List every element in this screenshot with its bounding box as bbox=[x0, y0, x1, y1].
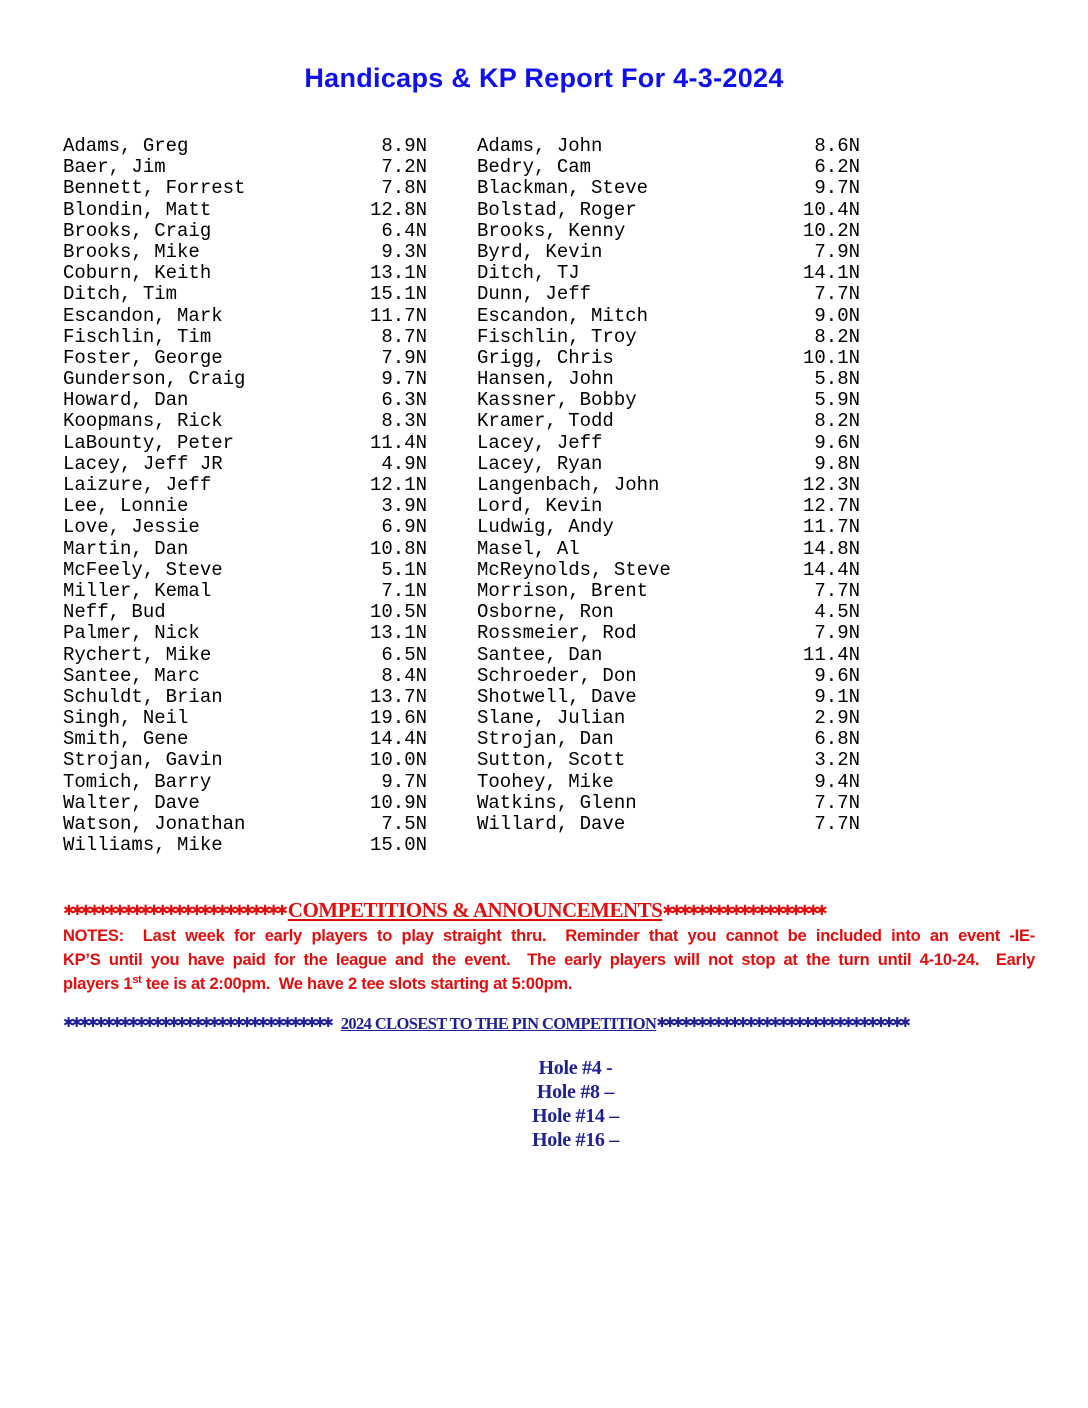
handicap-value: 15.1N bbox=[369, 283, 427, 306]
handicap-value: 7.7N bbox=[814, 579, 860, 602]
handicap-value: 13.7N bbox=[369, 685, 427, 708]
player-name: Shotwell, Dave bbox=[477, 685, 637, 708]
handicap-value: 7.2N bbox=[381, 156, 427, 179]
handicap-value: 11.4N bbox=[369, 431, 427, 454]
player-name: Escandon, Mark bbox=[63, 304, 223, 327]
player-name: Singh, Neil bbox=[63, 707, 189, 730]
handicap-value: 6.5N bbox=[381, 643, 427, 666]
player-name: Bolstad, Roger bbox=[477, 198, 637, 221]
player-name: Miller, Kemal bbox=[63, 579, 212, 602]
roster-row bbox=[477, 369, 860, 390]
roster-row bbox=[63, 687, 427, 708]
roster-row bbox=[63, 369, 427, 390]
roster-row bbox=[477, 221, 860, 242]
roster-row bbox=[477, 687, 860, 708]
handicap-value: 10.4N bbox=[802, 198, 860, 221]
player-name: Watkins, Glenn bbox=[477, 791, 637, 814]
roster-row bbox=[477, 475, 860, 496]
handicap-value: 12.8N bbox=[369, 198, 427, 221]
roster-row bbox=[63, 242, 427, 263]
roster-row bbox=[63, 708, 427, 729]
handicap-value: 8.6N bbox=[814, 135, 860, 157]
asterisk-divider-left: ✱✱✱✱✱✱✱✱✱✱✱✱✱✱✱✱✱✱✱✱✱✱✱✱✱✱ bbox=[63, 903, 285, 919]
roster-row bbox=[63, 729, 427, 750]
player-name: Fischlin, Tim bbox=[63, 325, 212, 348]
handicap-value: 9.7N bbox=[814, 177, 860, 200]
handicap-value: 10.9N bbox=[369, 791, 427, 814]
roster-row bbox=[63, 772, 427, 793]
roster-row bbox=[477, 284, 860, 305]
player-name: Strojan, Dan bbox=[477, 728, 614, 751]
hole-line: Hole #14 – bbox=[532, 1105, 619, 1127]
handicap-value: 9.3N bbox=[381, 240, 427, 263]
handicap-value: 10.0N bbox=[369, 749, 427, 772]
roster-row bbox=[477, 666, 860, 687]
roster-row bbox=[477, 200, 860, 221]
roster-row bbox=[63, 793, 427, 814]
handicap-value: 11.7N bbox=[802, 516, 860, 539]
roster-row bbox=[63, 623, 427, 644]
player-name: Schuldt, Brian bbox=[63, 685, 223, 708]
player-name: Blondin, Matt bbox=[63, 198, 212, 221]
player-name: Slane, Julian bbox=[477, 707, 626, 730]
player-name: Lacey, Jeff bbox=[477, 431, 603, 454]
handicap-value: 8.2N bbox=[814, 410, 860, 433]
player-name: Byrd, Kevin bbox=[477, 240, 603, 263]
roster-row bbox=[477, 602, 860, 623]
roster-row bbox=[63, 306, 427, 327]
handicap-value: 12.1N bbox=[369, 474, 427, 496]
player-name: Laizure, Jeff bbox=[63, 474, 212, 496]
handicap-value: 8.2N bbox=[814, 325, 860, 348]
player-name: Palmer, Nick bbox=[63, 622, 200, 645]
player-name: Martin, Dan bbox=[63, 537, 189, 560]
player-name: Lacey, Ryan bbox=[477, 452, 603, 475]
roster-row bbox=[63, 157, 427, 178]
player-name: Foster, George bbox=[63, 346, 223, 369]
handicap-value: 8.4N bbox=[381, 664, 427, 687]
handicap-value: 9.1N bbox=[814, 685, 860, 708]
competitions-heading-line bbox=[63, 898, 827, 923]
player-name: Sutton, Scott bbox=[477, 749, 626, 772]
roster-column-left bbox=[63, 136, 427, 856]
roster-row bbox=[63, 411, 427, 432]
handicap-value: 7.7N bbox=[814, 791, 860, 814]
handicap-value: 15.0N bbox=[369, 834, 427, 857]
roster-row bbox=[477, 327, 860, 348]
handicap-value: 9.7N bbox=[381, 770, 427, 793]
player-name: Brooks, Craig bbox=[63, 219, 212, 242]
handicap-value: 7.9N bbox=[814, 240, 860, 263]
player-name: Neff, Bud bbox=[63, 601, 166, 624]
handicap-value: 7.1N bbox=[381, 579, 427, 602]
player-name: McReynolds, Steve bbox=[477, 558, 671, 581]
player-name: Howard, Dan bbox=[63, 389, 189, 412]
roster-row bbox=[63, 221, 427, 242]
player-name: Schroeder, Don bbox=[477, 664, 637, 687]
player-name: Santee, Dan bbox=[477, 643, 603, 666]
roster-row bbox=[477, 433, 860, 454]
player-name: Rychert, Mike bbox=[63, 643, 212, 666]
player-name: Willard, Dave bbox=[477, 813, 626, 835]
roster-row bbox=[477, 517, 860, 538]
handicap-value: 6.8N bbox=[814, 728, 860, 751]
handicap-value: 13.1N bbox=[369, 262, 427, 285]
closest-to-pin-heading: 2024 CLOSEST TO THE PIN COMPETITION bbox=[340, 1014, 657, 1033]
roster-row bbox=[477, 708, 860, 729]
handicap-value: 14.8N bbox=[802, 537, 860, 560]
player-name: Love, Jessie bbox=[63, 516, 200, 539]
handicap-value: 6.9N bbox=[381, 516, 427, 539]
handicap-value: 13.1N bbox=[369, 622, 427, 645]
roster-row bbox=[477, 178, 860, 199]
handicap-value: 9.8N bbox=[814, 452, 860, 475]
player-name: Toohey, Mike bbox=[477, 770, 614, 793]
notes-paragraph bbox=[63, 924, 1035, 996]
roster-row bbox=[63, 539, 427, 560]
player-name: Williams, Mike bbox=[63, 834, 223, 857]
player-name: Koopmans, Rick bbox=[63, 410, 223, 433]
player-name: Lee, Lonnie bbox=[63, 495, 189, 518]
player-name: Gunderson, Craig bbox=[63, 368, 246, 391]
roster-row bbox=[63, 327, 427, 348]
page-title: Handicaps & KP Report For 4-3-2024 bbox=[304, 63, 784, 93]
handicap-value: 5.9N bbox=[814, 389, 860, 412]
roster-row bbox=[477, 793, 860, 814]
roster-row bbox=[477, 242, 860, 263]
handicap-value: 3.2N bbox=[814, 749, 860, 772]
hole-line: Hole #4 - bbox=[538, 1057, 613, 1079]
handicap-value: 9.7N bbox=[381, 368, 427, 391]
player-name: LaBounty, Peter bbox=[63, 431, 235, 454]
roster-row bbox=[477, 729, 860, 750]
handicap-value: 12.3N bbox=[802, 474, 860, 496]
handicap-value: 6.4N bbox=[381, 219, 427, 242]
handicap-value: 8.9N bbox=[381, 135, 427, 157]
roster-row bbox=[63, 750, 427, 771]
asterisk-divider-right: ✱✱✱✱✱✱✱✱✱✱✱✱✱✱✱✱✱✱✱ bbox=[662, 903, 825, 919]
player-name: Grigg, Chris bbox=[477, 346, 614, 369]
player-name: Santee, Marc bbox=[63, 664, 200, 687]
roster-row bbox=[63, 263, 427, 284]
roster-column-right bbox=[477, 136, 860, 835]
roster-row bbox=[477, 348, 860, 369]
handicap-value: 7.9N bbox=[814, 622, 860, 645]
roster-row bbox=[63, 136, 427, 157]
roster-row bbox=[477, 772, 860, 793]
handicap-value: 7.9N bbox=[381, 346, 427, 369]
roster-row bbox=[477, 136, 860, 157]
player-name: Baer, Jim bbox=[63, 156, 166, 179]
player-name: Lord, Kevin bbox=[477, 495, 603, 518]
player-name: Walter, Dave bbox=[63, 791, 200, 814]
player-name: Watson, Jonathan bbox=[63, 813, 246, 835]
closest-to-pin-holes bbox=[63, 1056, 1088, 1152]
player-name: Hansen, John bbox=[477, 368, 614, 391]
handicap-value: 8.3N bbox=[381, 410, 427, 433]
handicap-value: 11.7N bbox=[369, 304, 427, 327]
roster-row bbox=[63, 454, 427, 475]
player-name: Adams, John bbox=[477, 135, 603, 157]
player-name: Adams, Greg bbox=[63, 135, 189, 157]
handicap-value: 4.9N bbox=[381, 452, 427, 475]
handicap-value: 9.0N bbox=[814, 304, 860, 327]
player-name: Brooks, Mike bbox=[63, 240, 200, 263]
player-name: Kramer, Todd bbox=[477, 410, 614, 433]
handicap-value: 9.6N bbox=[814, 664, 860, 687]
roster-row bbox=[63, 581, 427, 602]
player-name: Langenbach, John bbox=[477, 474, 660, 496]
roster-row bbox=[63, 200, 427, 221]
handicap-value: 4.5N bbox=[814, 601, 860, 624]
handicap-value: 10.5N bbox=[369, 601, 427, 624]
handicap-value: 19.6N bbox=[369, 707, 427, 730]
roster-row bbox=[477, 390, 860, 411]
roster-row bbox=[63, 602, 427, 623]
roster-row bbox=[63, 496, 427, 517]
player-name: Escandon, Mitch bbox=[477, 304, 649, 327]
hole-line: Hole #8 – bbox=[536, 1081, 615, 1103]
roster-row bbox=[477, 560, 860, 581]
handicap-value: 7.7N bbox=[814, 283, 860, 306]
handicap-value: 11.4N bbox=[802, 643, 860, 666]
player-name: Masel, Al bbox=[477, 537, 580, 560]
roster-row bbox=[477, 539, 860, 560]
handicap-value: 3.9N bbox=[381, 495, 427, 518]
handicap-value: 5.8N bbox=[814, 368, 860, 391]
roster-row bbox=[63, 814, 427, 835]
roster-row bbox=[63, 475, 427, 496]
handicap-value: 10.1N bbox=[802, 346, 860, 369]
player-name: Dunn, Jeff bbox=[477, 283, 592, 306]
handicap-value: 7.8N bbox=[381, 177, 427, 200]
handicap-value: 14.4N bbox=[369, 728, 427, 751]
roster-row bbox=[63, 666, 427, 687]
roster-row bbox=[63, 517, 427, 538]
player-name: Tomich, Barry bbox=[63, 770, 212, 793]
roster-row bbox=[63, 178, 427, 199]
roster-row bbox=[477, 645, 860, 666]
player-name: Strojan, Gavin bbox=[63, 749, 223, 772]
player-name: Lacey, Jeff JR bbox=[63, 452, 223, 475]
roster-row bbox=[63, 560, 427, 581]
player-name: Fischlin, Troy bbox=[477, 325, 637, 348]
roster-row bbox=[477, 306, 860, 327]
handicap-value: 5.1N bbox=[381, 558, 427, 581]
handicap-value: 14.4N bbox=[802, 558, 860, 581]
roster-row bbox=[477, 263, 860, 284]
player-name: Ditch, Tim bbox=[63, 283, 178, 306]
player-name: Rossmeier, Rod bbox=[477, 622, 637, 645]
roster-row bbox=[477, 454, 860, 475]
player-name: Bennett, Forrest bbox=[63, 177, 246, 200]
closest-to-pin-heading-line bbox=[63, 1014, 911, 1034]
handicap-value: 14.1N bbox=[802, 262, 860, 285]
handicap-value: 8.7N bbox=[381, 325, 427, 348]
roster-row bbox=[477, 496, 860, 517]
handicap-value: 6.3N bbox=[381, 389, 427, 412]
roster-row bbox=[63, 645, 427, 666]
notes-line: KP’S until you have paid for the league and the event. The early players will not stop at the turn until 4-10-24. Early bbox=[63, 951, 1035, 969]
roster-row bbox=[63, 390, 427, 411]
handicap-value: 9.6N bbox=[814, 431, 860, 454]
notes-line: players 1st tee is at 2:00pm. We have 2 tee slots starting at 5:00pm. bbox=[63, 974, 573, 993]
handicap-value: 7.7N bbox=[814, 813, 860, 835]
competitions-heading: COMPETITIONS & ANNOUNCEMENTS bbox=[287, 898, 663, 922]
player-name: Smith, Gene bbox=[63, 728, 189, 751]
roster-row bbox=[63, 348, 427, 369]
player-name: Kassner, Bobby bbox=[477, 389, 637, 412]
roster-row bbox=[63, 835, 427, 856]
handicap-value: 10.2N bbox=[802, 219, 860, 242]
player-name: McFeely, Steve bbox=[63, 558, 223, 581]
player-name: Brooks, Kenny bbox=[477, 219, 626, 242]
handicap-value: 2.9N bbox=[814, 707, 860, 730]
player-name: Ditch, TJ bbox=[477, 262, 580, 285]
handicap-value: 9.4N bbox=[814, 770, 860, 793]
handicap-value: 7.5N bbox=[381, 813, 427, 835]
handicap-value: 10.8N bbox=[369, 537, 427, 560]
handicap-value: 12.7N bbox=[802, 495, 860, 518]
roster-row bbox=[477, 623, 860, 644]
player-name: Blackman, Steve bbox=[477, 177, 649, 200]
asterisk-divider-right: ✱✱✱✱✱✱✱✱✱✱✱✱✱✱✱✱✱✱✱✱✱✱✱✱✱✱✱✱✱✱✱ bbox=[656, 1015, 908, 1031]
roster-row bbox=[63, 284, 427, 305]
roster-row bbox=[477, 411, 860, 432]
roster-row bbox=[63, 433, 427, 454]
roster-row bbox=[477, 814, 860, 835]
roster-row bbox=[477, 750, 860, 771]
asterisk-divider-left: ✱✱✱✱✱✱✱✱✱✱✱✱✱✱✱✱✱✱✱✱✱✱✱✱✱✱✱✱✱✱✱✱✱ bbox=[63, 1015, 331, 1031]
player-name: Ludwig, Andy bbox=[477, 516, 614, 539]
player-name: Bedry, Cam bbox=[477, 156, 592, 179]
player-name: Coburn, Keith bbox=[63, 262, 212, 285]
player-name: Osborne, Ron bbox=[477, 601, 614, 624]
handicap-value: 6.2N bbox=[814, 156, 860, 179]
hole-line: Hole #16 – bbox=[532, 1129, 619, 1151]
ordinal-superscript: st bbox=[132, 974, 142, 986]
roster-row bbox=[477, 157, 860, 178]
roster-row bbox=[477, 581, 860, 602]
notes-line: NOTES: Last week for early players to play straight thru. Reminder that you cannot be included into an event -IE- bbox=[63, 927, 1035, 945]
player-name: Morrison, Brent bbox=[477, 579, 649, 602]
